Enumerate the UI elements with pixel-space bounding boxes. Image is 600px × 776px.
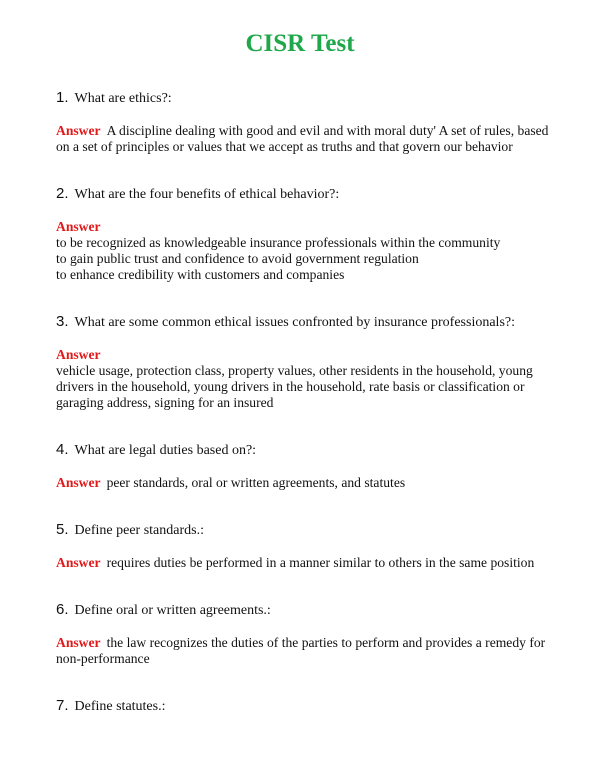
question-text: Define statutes.: xyxy=(74,699,166,714)
question-text: What are some common ethical issues confronted by insurance professionals?: xyxy=(74,315,515,330)
question-text: What are the four benefits of ethical behavior?: xyxy=(74,187,340,202)
question-number: 5. xyxy=(56,521,69,538)
qa-item-5 xyxy=(56,522,556,571)
answer-line: on a set of principles or values that we accept as truths and that govern our behavior xyxy=(56,139,513,154)
answer-label: Answer xyxy=(56,123,101,138)
question-number: 3. xyxy=(56,313,69,330)
answer-label: Answer xyxy=(56,347,101,362)
answer xyxy=(56,475,556,491)
qa-item-4 xyxy=(56,442,556,491)
question xyxy=(56,186,556,203)
answer-line: A discipline dealing with good and evil and with moral duty' A set of rules, based xyxy=(106,123,549,138)
qa-item-2 xyxy=(56,186,556,283)
question-text: Define oral or written agreements.: xyxy=(74,603,271,618)
question xyxy=(56,602,556,619)
answer xyxy=(56,635,556,667)
question-text: What are legal duties based on?: xyxy=(74,443,257,458)
question-number: 7. xyxy=(56,697,69,714)
question xyxy=(56,522,556,539)
answer-line: the law recognizes the duties of the parties to perform and provides a remedy for xyxy=(106,635,546,650)
question-number: 4. xyxy=(56,441,69,458)
qa-item-7 xyxy=(56,698,556,715)
qa-item-1 xyxy=(56,90,556,155)
answer-label: Answer xyxy=(56,555,101,570)
answer-line: to enhance credibility with customers and companies xyxy=(56,267,345,282)
qa-item-6 xyxy=(56,602,556,667)
answer-line: garaging address, signing for an insured xyxy=(56,395,274,410)
qa-item-3 xyxy=(56,314,556,411)
question-number: 2. xyxy=(56,185,69,202)
answer-label: Answer xyxy=(56,635,101,650)
page-title: CISR Test xyxy=(245,30,355,57)
answer-line: requires duties be performed in a manner similar to others in the same position xyxy=(106,555,535,570)
answer-line: vehicle usage, protection class, property values, other residents in the household, young xyxy=(56,363,533,378)
question xyxy=(56,442,556,459)
answer-line: to be recognized as knowledgeable insurance professionals within the community xyxy=(56,235,501,250)
question-text: Define peer standards.: xyxy=(74,523,204,538)
answer-label: Answer xyxy=(56,219,101,234)
question-number: 6. xyxy=(56,601,69,618)
answer xyxy=(56,123,556,155)
question xyxy=(56,314,556,331)
answer-line: to gain public trust and confidence to avoid government regulation xyxy=(56,251,419,266)
answer xyxy=(56,555,556,571)
question xyxy=(56,698,556,715)
answer-line: non-performance xyxy=(56,651,150,666)
question-text: What are ethics?: xyxy=(74,91,172,106)
answer xyxy=(56,347,556,411)
question xyxy=(56,90,556,107)
answer xyxy=(56,219,556,283)
question-number: 1. xyxy=(56,89,69,106)
answer-line: peer standards, oral or written agreements, and statutes xyxy=(106,475,406,490)
answer-label: Answer xyxy=(56,475,101,490)
answer-line: drivers in the household, young drivers in the household, rate basis or classification or xyxy=(56,379,525,394)
